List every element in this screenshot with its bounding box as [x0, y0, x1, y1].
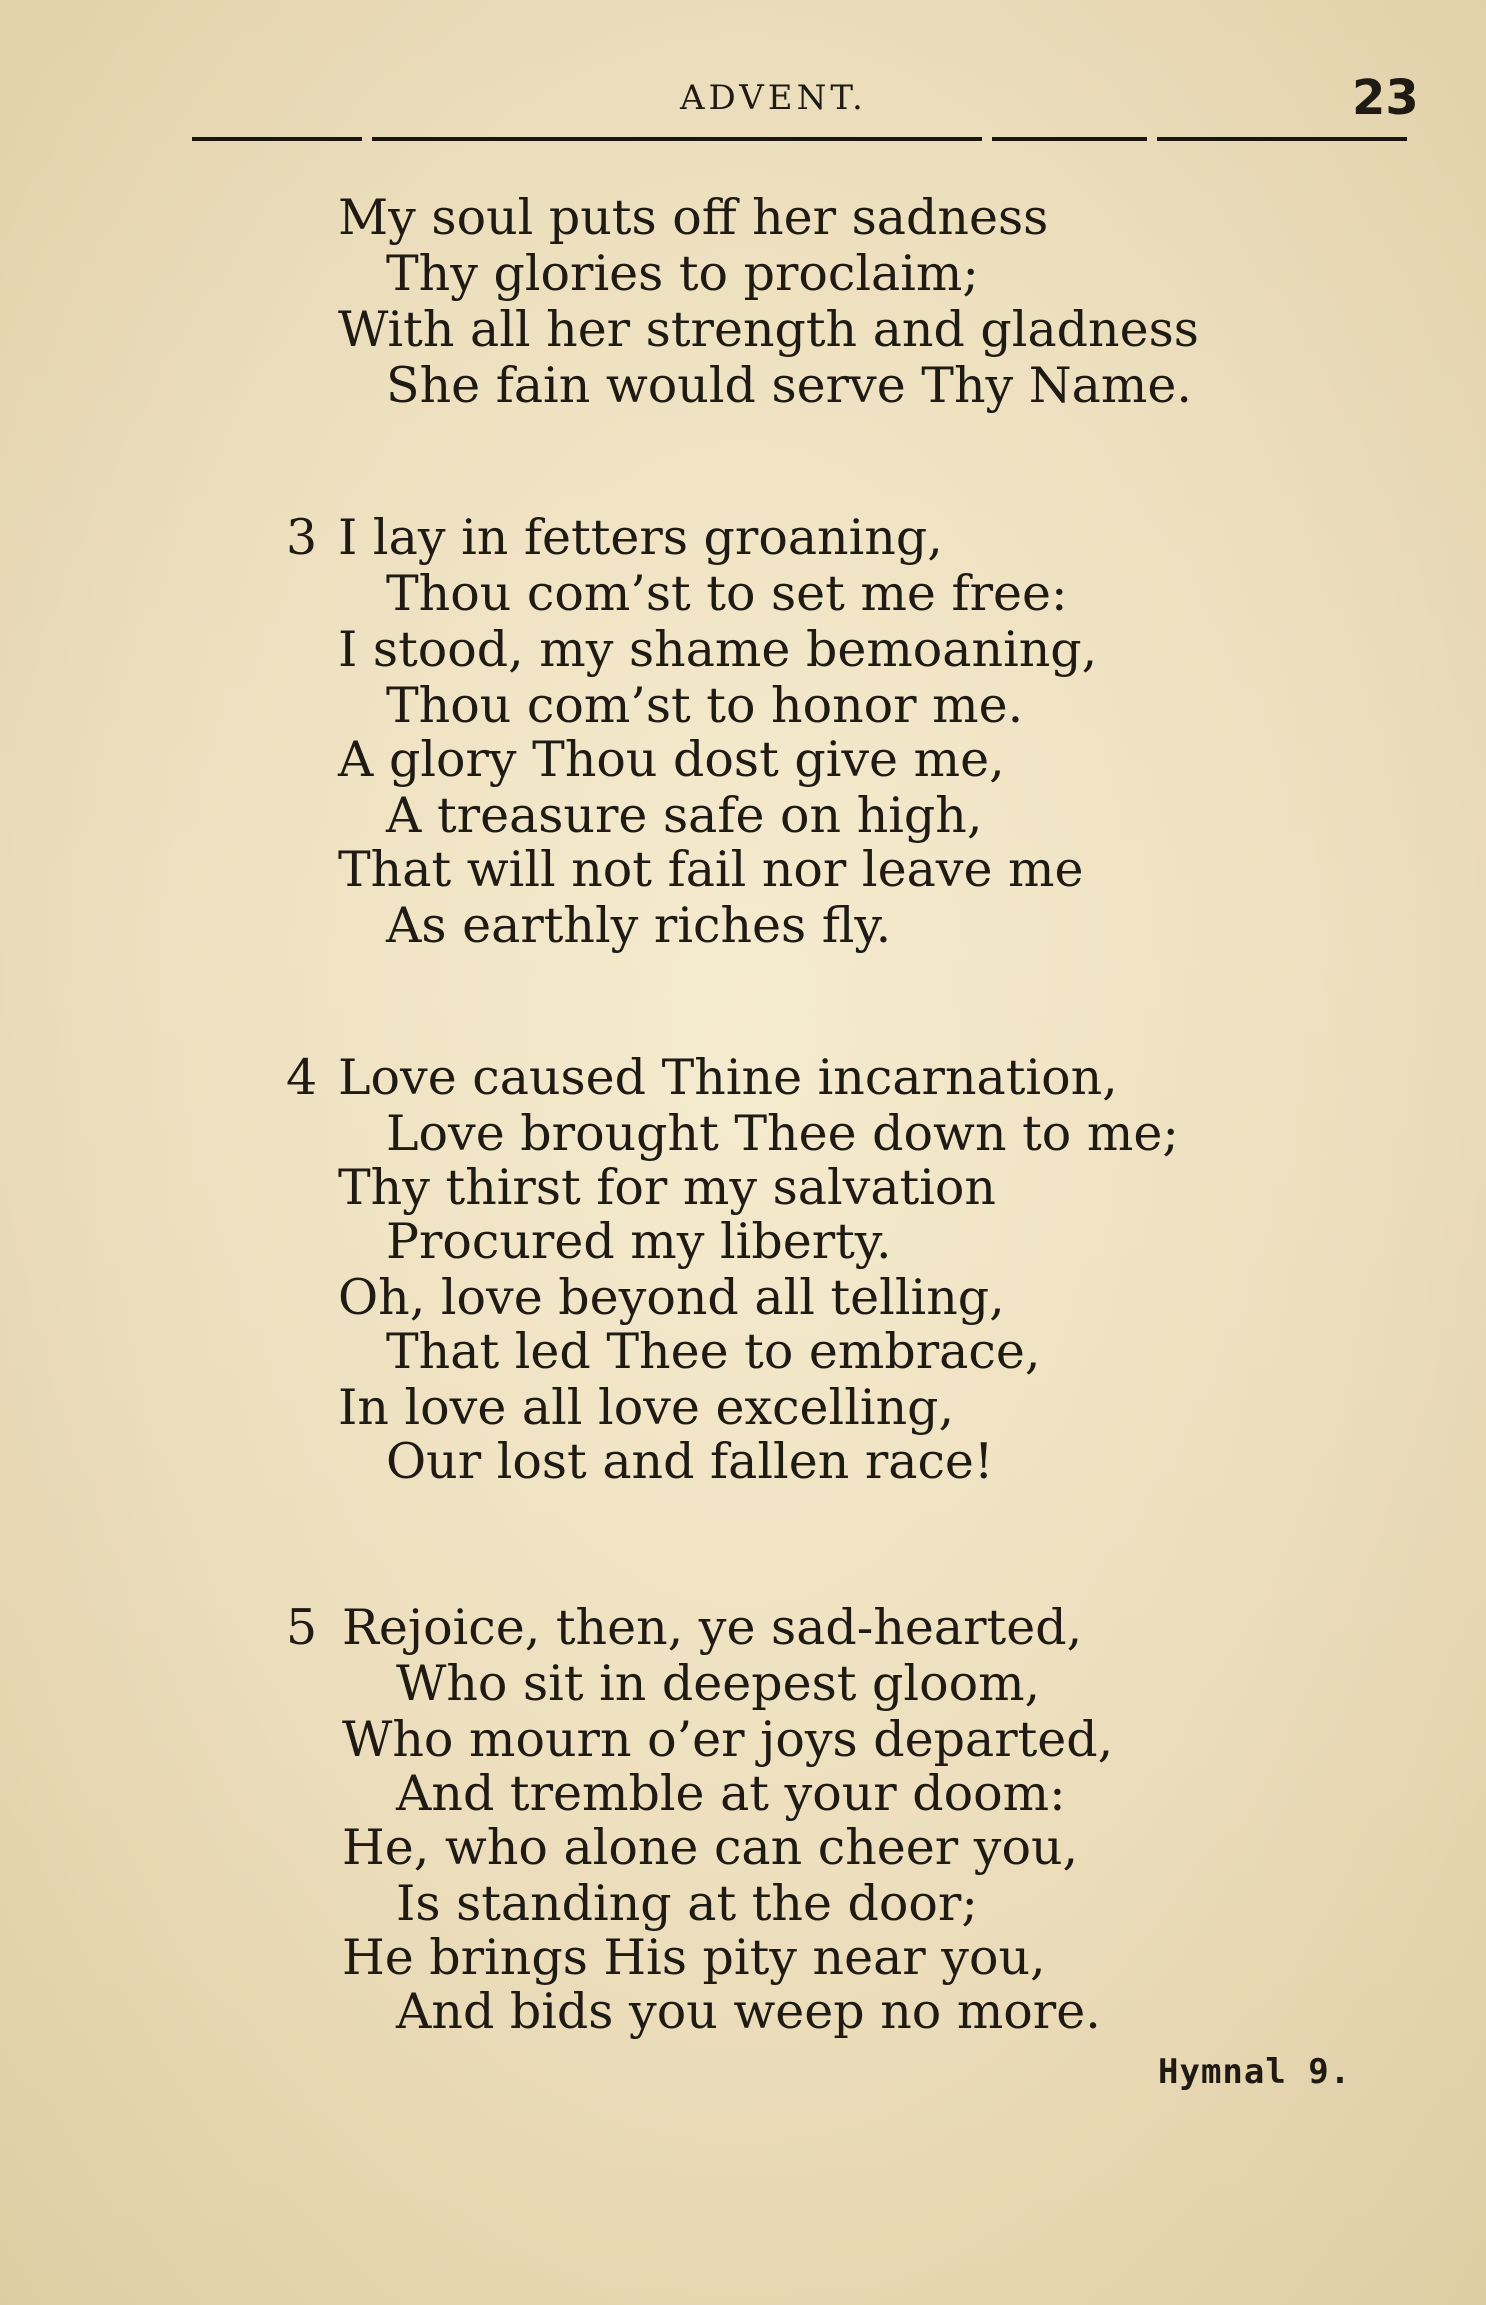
verse-number: 5 — [286, 1599, 318, 1656]
verse-line: I stood, my shame bemoaning, — [338, 621, 1098, 678]
header-rule — [192, 137, 1416, 142]
verse-line: Procured my liberty. — [386, 1213, 892, 1270]
running-head: ADVENT. — [680, 78, 867, 118]
verse-line: Thy thirst for my salvation — [338, 1159, 996, 1216]
verse-line: He, who alone can cheer you, — [342, 1819, 1079, 1876]
verse-line: Who mourn o’er joys departed, — [342, 1711, 1114, 1768]
verse-line: Rejoice, then, ye sad-hearted, — [342, 1599, 1083, 1656]
verse-line: She fain would serve Thy Name. — [386, 357, 1192, 414]
verse-line: Oh, love beyond all telling, — [338, 1269, 1005, 1326]
verse-line: Thou com’st to set me free: — [386, 565, 1068, 622]
verse-line: In love all love excelling, — [338, 1379, 955, 1436]
rule-segment — [192, 137, 362, 141]
source-attribution: Hymnal 9. — [1158, 2052, 1352, 2092]
verse-line: That led Thee to embrace, — [386, 1323, 1041, 1380]
verse-number: 4 — [286, 1049, 318, 1106]
page-header — [0, 70, 1486, 130]
verse-number: 3 — [286, 509, 318, 566]
verse-line: I lay in fetters groaning, — [338, 509, 943, 566]
verse-line: A treasure safe on high, — [386, 787, 983, 844]
verse-line: That will not fail nor leave me — [338, 841, 1084, 898]
rule-segment — [372, 137, 982, 141]
verse-line: And bids you weep no more. — [396, 1983, 1101, 2040]
verse-line: As earthly riches fly. — [386, 897, 892, 954]
verse-line: He brings His pity near you, — [342, 1929, 1046, 1986]
verse-line: Who sit in deepest gloom, — [396, 1655, 1041, 1712]
verse-line: With all her strength and gladness — [338, 301, 1199, 358]
verse-line: A glory Thou dost give me, — [338, 731, 1005, 788]
verse-line: Is standing at the door; — [396, 1875, 978, 1932]
verse-line: My soul puts off her sadness — [338, 189, 1049, 246]
rule-segment — [992, 137, 1147, 141]
verse-line: Thou com’st to honor me. — [386, 677, 1024, 734]
verse-line: Our lost and fallen race! — [386, 1433, 994, 1490]
verse-line: Love brought Thee down to me; — [386, 1105, 1179, 1162]
rule-segment — [1157, 137, 1407, 141]
verse-line: And tremble at your doom: — [396, 1765, 1066, 1822]
verse-line: Love caused Thine incarnation, — [338, 1049, 1118, 1106]
verse-line: Thy glories to proclaim; — [386, 245, 979, 302]
page-number: 23 — [1352, 70, 1419, 126]
